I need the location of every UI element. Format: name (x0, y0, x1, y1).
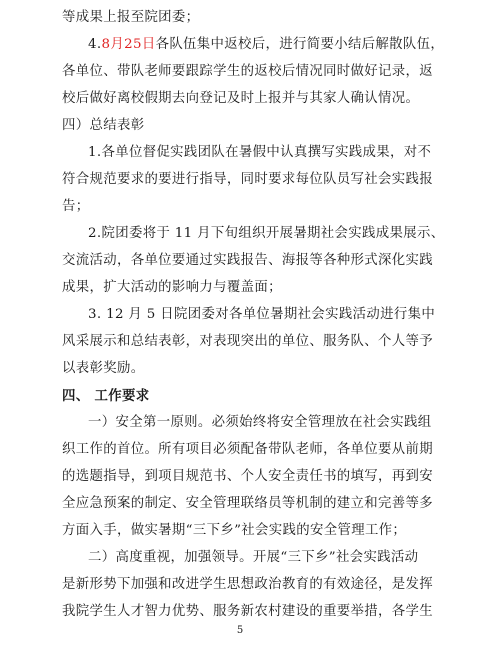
item-number: 4. (88, 37, 102, 52)
text-line: 我院学生人才智力优势、服务新农村建设的重要举措，各学生 (62, 604, 433, 619)
text-line: 全应急预案的制定、安全管理联络员等机制的建立和完善等多 (62, 496, 433, 511)
page-number: 5 (236, 625, 244, 636)
text-line: 一）安全第一原则。必须始终将安全管理放在社会实践组 (88, 415, 432, 430)
text-line: 等成果上报至院团委； (62, 10, 200, 25)
text-line: 3. 12 月 5 日院团委对各单位暑期社会实践活动进行集中 (88, 307, 436, 322)
text-line: 2.院团委将于 11 月下旬组织开展暑期社会实践成果展示、 (88, 226, 445, 241)
section-heading: 四、 工作要求 (62, 388, 150, 404)
text-line: 风采展示和总结表彰，对表现突出的单位、服务队、个人等予 (62, 334, 433, 349)
text-line: 织工作的首位。所有项目必须配备带队老师，各单位要从前期 (62, 442, 433, 457)
text-line: 的选题指导，到项目规范书、个人安全责任书的填写，再到安 (62, 469, 433, 484)
text-line: 校后做好离校假期去向登记及时上报并与其家人确认情况。 (62, 91, 420, 106)
section-heading: 四）总结表彰 (62, 118, 145, 133)
text-line: 二）高度重视，加强领导。开展“三下乡”社会实践活动 (88, 550, 419, 565)
highlighted-date: 8月25日 (101, 37, 156, 52)
text-line: 告； (62, 199, 90, 214)
text-line: 成果，扩大活动的影响力与覆盖面； (62, 280, 282, 295)
text-line: 以表彰奖励。 (62, 361, 145, 376)
text-line: 符合规范要求的要进行指导，同时要求每位队员写社会实践报 (62, 172, 433, 187)
text-line (88, 37, 458, 53)
text-line: 交流活动，各单位要通过实践报告、海报等各种形式深化实践 (62, 253, 433, 268)
text-span: 各队伍集中返校后，进行简要小结后解散队伍， (155, 37, 445, 52)
text-line: 方面入手，做实暑期“三下乡”社会实践的安全管理工作； (62, 523, 407, 538)
text-line: 是新形势下加强和改进学生思想政治教育的有效途径，是发挥 (62, 577, 433, 592)
text-line: 1.各单位督促实践团队在暑假中认真撰写实践成果，对不 (88, 145, 432, 160)
text-line: 各单位、带队老师要跟踪学生的返校后情况同时做好记录，返 (62, 64, 433, 79)
